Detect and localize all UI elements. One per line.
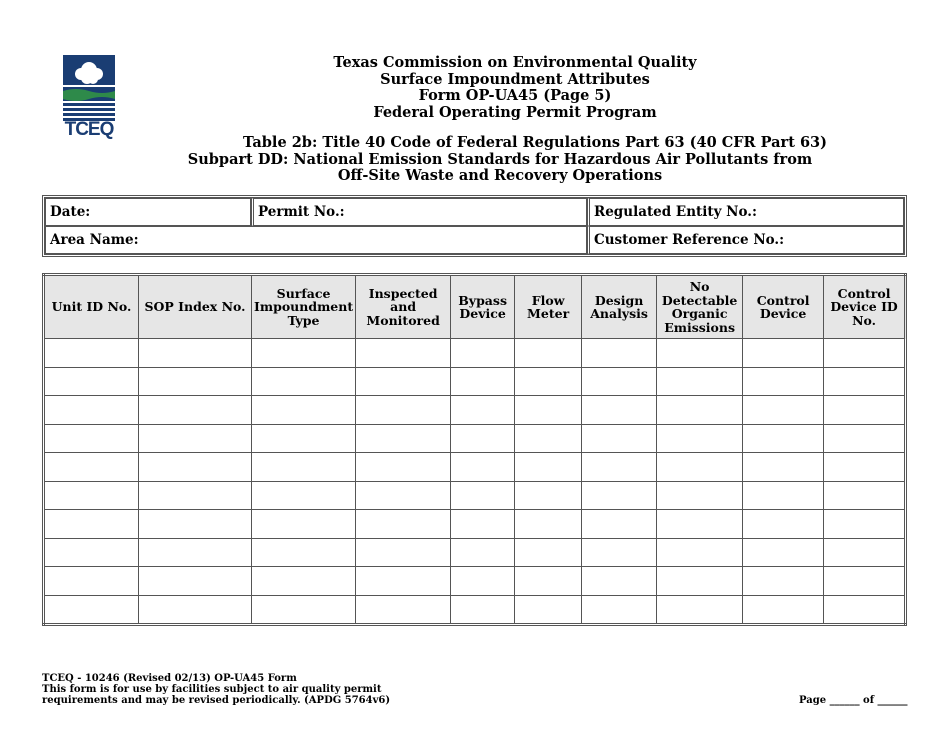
table-cell[interactable] [139,510,252,539]
table-cell[interactable] [743,339,824,368]
table-cell[interactable] [515,424,582,453]
table-cell[interactable] [657,367,743,396]
table-cell[interactable] [743,510,824,539]
footer-note-2: requirements and may be revised periodically. (APDG 5764v6) [42,695,391,706]
form-header [250,55,780,121]
footer-form-id: TCEQ - 10246 (Revised 02/13) OP-UA45 Form [42,673,297,684]
table-cell[interactable] [356,481,451,510]
table-row [44,538,906,567]
table-cell[interactable] [451,339,515,368]
table-cell[interactable] [451,453,515,482]
table-cell[interactable] [44,510,139,539]
table-cell[interactable] [657,595,743,625]
tceq-logo-icon [63,55,115,121]
table-cell[interactable] [451,367,515,396]
form-footer [42,673,390,706]
col-flow-meter: Flow Meter [515,275,582,339]
footer-note-1: This form is for use by facilities subject to air quality permit [42,684,382,695]
table-cell[interactable] [515,567,582,596]
table-cell[interactable] [44,595,139,625]
table-cell[interactable] [515,396,582,425]
table-cell[interactable] [252,538,356,567]
table-cell[interactable] [657,510,743,539]
table-cell[interactable] [743,481,824,510]
table-cell[interactable] [451,567,515,596]
table-cell[interactable] [824,481,906,510]
table-cell[interactable] [582,510,657,539]
header-row [44,275,906,339]
col-design-analysis: Design Analysis [582,275,657,339]
table-cell[interactable] [451,396,515,425]
table-cell[interactable] [44,396,139,425]
table-cell[interactable] [657,396,743,425]
table-cell[interactable] [139,396,252,425]
table-cell[interactable] [252,453,356,482]
date-field[interactable]: Date: [45,198,251,226]
table-cell[interactable] [252,339,356,368]
table-cell[interactable] [252,396,356,425]
table-cell[interactable] [44,538,139,567]
program-name: Federal Operating Permit Program [373,103,657,121]
regulated-entity-field[interactable]: Regulated Entity No.: [587,198,904,226]
table-cell[interactable] [824,595,906,625]
table-cell[interactable] [582,339,657,368]
info-table [42,195,907,257]
table-subpart: Subpart DD: National Emission Standards for Hazardous Air Pollutants from [187,150,813,168]
table-cell[interactable] [44,453,139,482]
table-cell[interactable] [515,538,582,567]
table-cell[interactable] [657,481,743,510]
table-cell[interactable] [515,595,582,625]
table-cell[interactable] [582,367,657,396]
table-cell[interactable] [139,567,252,596]
table-cell[interactable] [44,567,139,596]
table-cell[interactable] [515,339,582,368]
table-cell[interactable] [515,367,582,396]
table-cell[interactable] [824,538,906,567]
table-cell[interactable] [356,595,451,625]
table-body [44,339,906,625]
table-cell[interactable] [356,567,451,596]
table-cell[interactable] [657,567,743,596]
table-cell[interactable] [657,339,743,368]
col-inspected-monitored: Inspected and Monitored [356,275,451,339]
table-cell[interactable] [451,538,515,567]
table-cell[interactable] [824,453,906,482]
col-impoundment-type: Surface Impoundment Type [252,275,356,339]
table-cell[interactable] [743,367,824,396]
table-cell[interactable] [582,481,657,510]
table-cell[interactable] [139,367,252,396]
table-cell[interactable] [582,396,657,425]
table-row [44,396,906,425]
table-row [44,367,906,396]
table-cell[interactable] [44,367,139,396]
table-cell[interactable] [451,481,515,510]
table-cell[interactable] [139,339,252,368]
table-cell[interactable] [824,567,906,596]
table-cell[interactable] [252,510,356,539]
table-cell[interactable] [582,567,657,596]
table-cell[interactable] [451,595,515,625]
table-cell[interactable] [824,396,906,425]
table-cell[interactable] [743,538,824,567]
col-control-device: Control Device [743,275,824,339]
table-cell[interactable] [356,396,451,425]
table-cell[interactable] [582,424,657,453]
table-cell[interactable] [139,538,252,567]
table-cell[interactable] [743,424,824,453]
table-row [44,339,906,368]
table-cell[interactable] [252,567,356,596]
table-cell[interactable] [824,424,906,453]
table-cell[interactable] [44,424,139,453]
table-cell[interactable] [515,510,582,539]
table-cell[interactable] [356,339,451,368]
table-cell[interactable] [356,424,451,453]
table-cell[interactable] [515,453,582,482]
table-cell[interactable] [824,367,906,396]
table-cell[interactable] [824,510,906,539]
col-bypass-device: Bypass Device [451,275,515,339]
table-cell[interactable] [139,595,252,625]
col-sop-index: SOP Index No. [139,275,252,339]
customer-ref-field[interactable]: Customer Reference No.: [587,226,904,254]
logo-text: TCEQ [64,119,114,140]
table-cell[interactable] [743,453,824,482]
table-row [44,510,906,539]
table-cell[interactable] [44,339,139,368]
table-cell[interactable] [451,424,515,453]
table-cell[interactable] [582,538,657,567]
table-cell[interactable] [824,339,906,368]
table-cell[interactable] [515,481,582,510]
col-no-detectable-emissions: No Detectable Organic Emissions [657,275,743,339]
col-unit-id: Unit ID No. [44,275,139,339]
table-row [44,567,906,596]
table-cell[interactable] [451,510,515,539]
table-cell[interactable] [139,481,252,510]
table-header [150,135,850,185]
table-title: Table 2b: Title 40 Code of Federal Regulations Part 63 (40 CFR Part 63) [243,134,827,151]
table-cell[interactable] [743,567,824,596]
table-cell[interactable] [356,367,451,396]
table-cell[interactable] [356,510,451,539]
area-name-field[interactable]: Area Name: [45,226,587,254]
table-cell[interactable] [139,424,252,453]
table-cell[interactable] [252,481,356,510]
table-row [44,453,906,482]
table-subpart-cont: Off-Site Waste and Recovery Operations [337,167,663,184]
table-cell[interactable] [356,538,451,567]
table-cell[interactable] [139,453,252,482]
table-cell[interactable] [743,396,824,425]
table-cell[interactable] [356,453,451,482]
table-cell[interactable] [252,367,356,396]
form-number: Form OP-UA45 (Page 5) [418,87,612,104]
form-title: Surface Impoundment Attributes [380,70,650,88]
table-cell[interactable] [743,595,824,625]
table-cell[interactable] [657,538,743,567]
table-cell[interactable] [657,453,743,482]
table-cell[interactable] [657,424,743,453]
table-row [44,481,906,510]
table-row [44,595,906,625]
agency-name: Texas Commission on Environmental Quality [333,54,697,71]
permit-field[interactable]: Permit No.: [251,198,587,226]
table-cell[interactable] [582,453,657,482]
table-cell[interactable] [252,424,356,453]
table-row [44,424,906,453]
col-control-device-id: Control Device ID No. [824,275,906,339]
table-cell[interactable] [582,595,657,625]
page-number: Page ______ of ______ [799,695,908,706]
attributes-table [42,273,907,626]
table-cell[interactable] [252,595,356,625]
table-cell[interactable] [44,481,139,510]
